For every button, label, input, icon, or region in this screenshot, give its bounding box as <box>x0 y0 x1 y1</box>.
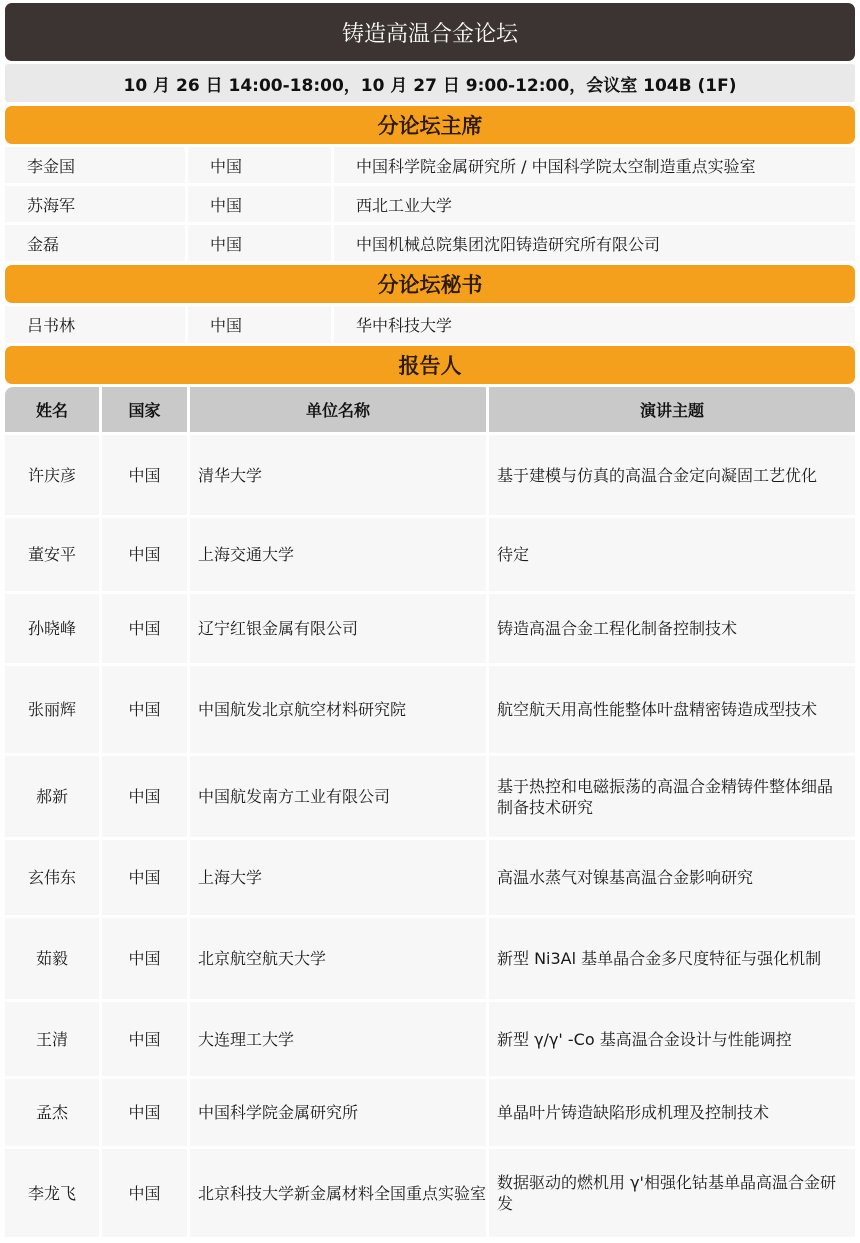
speaker-name: 张丽辉 <box>5 666 99 753</box>
secretary-country: 中国 <box>188 306 331 343</box>
speaker-topic: 高温水蒸气对镍基高温合金影响研究 <box>489 840 855 915</box>
speaker-row <box>5 435 855 515</box>
chair-country: 中国 <box>188 147 331 183</box>
speaker-name: 许庆彦 <box>5 435 99 515</box>
chair-affiliation: 西北工业大学 <box>334 186 855 222</box>
speaker-row <box>5 594 855 663</box>
chairs-section-header: 分论坛主席 <box>5 106 855 144</box>
speaker-affiliation: 北京科技大学新金属材料全国重点实验室 <box>190 1149 486 1237</box>
secretary-name: 吕书林 <box>5 306 185 343</box>
speaker-affiliation: 上海大学 <box>190 840 486 915</box>
column-header-country: 国家 <box>102 387 187 432</box>
speaker-affiliation: 中国科学院金属研究所 <box>190 1079 486 1146</box>
chair-row <box>5 147 855 183</box>
chair-affiliation: 中国机械总院集团沈阳铸造研究所有限公司 <box>334 225 855 261</box>
speaker-topic: 基于热控和电磁振荡的高温合金精铸件整体细晶制备技术研究 <box>489 756 855 837</box>
speaker-row <box>5 1002 855 1076</box>
speaker-topic: 航空航天用高性能整体叶盘精密铸造成型技术 <box>489 666 855 753</box>
speaker-country: 中国 <box>102 1002 187 1076</box>
chair-name: 苏海军 <box>5 186 185 222</box>
speaker-row <box>5 518 855 591</box>
secretary-row <box>5 306 855 343</box>
speaker-country: 中国 <box>102 1079 187 1146</box>
speaker-country: 中国 <box>102 1149 187 1237</box>
speaker-topic: 新型 γ/γ' -Co 基高温合金设计与性能调控 <box>489 1002 855 1076</box>
speaker-name: 郝新 <box>5 756 99 837</box>
speaker-country: 中国 <box>102 918 187 999</box>
column-header-affiliation: 单位名称 <box>190 387 486 432</box>
speaker-name: 孙晓峰 <box>5 594 99 663</box>
speaker-country: 中国 <box>102 666 187 753</box>
speaker-topic: 新型 Ni3Al 基单晶合金多尺度特征与强化机制 <box>489 918 855 999</box>
speaker-country: 中国 <box>102 594 187 663</box>
speaker-country: 中国 <box>102 435 187 515</box>
speaker-affiliation: 上海交通大学 <box>190 518 486 591</box>
speaker-topic: 单晶叶片铸造缺陷形成机理及控制技术 <box>489 1079 855 1146</box>
speaker-name: 孟杰 <box>5 1079 99 1146</box>
chair-country: 中国 <box>188 186 331 222</box>
speaker-name: 王清 <box>5 1002 99 1076</box>
speakers-section-header: 报告人 <box>5 346 855 384</box>
speaker-affiliation: 中国航发北京航空材料研究院 <box>190 666 486 753</box>
speaker-affiliation: 辽宁红银金属有限公司 <box>190 594 486 663</box>
chair-name: 金磊 <box>5 225 185 261</box>
speaker-affiliation: 清华大学 <box>190 435 486 515</box>
secretary-affiliation: 华中科技大学 <box>334 306 855 343</box>
speaker-affiliation: 大连理工大学 <box>190 1002 486 1076</box>
chair-affiliation: 中国科学院金属研究所 / 中国科学院太空制造重点实验室 <box>334 147 855 183</box>
chair-name: 李金国 <box>5 147 185 183</box>
chair-row <box>5 225 855 261</box>
speaker-name: 董安平 <box>5 518 99 591</box>
speaker-topic: 基于建模与仿真的高温合金定向凝固工艺优化 <box>489 435 855 515</box>
speaker-name: 玄伟东 <box>5 840 99 915</box>
speaker-affiliation: 北京航空航天大学 <box>190 918 486 999</box>
speaker-country: 中国 <box>102 518 187 591</box>
speaker-row <box>5 840 855 915</box>
speaker-row <box>5 1079 855 1146</box>
column-header-name: 姓名 <box>5 387 99 432</box>
speaker-row <box>5 666 855 753</box>
speaker-name: 李龙飞 <box>5 1149 99 1237</box>
speaker-name: 茹毅 <box>5 918 99 999</box>
speaker-topic: 数据驱动的燃机用 γ'相强化钴基单晶高温合金研发 <box>489 1149 855 1237</box>
speaker-row <box>5 756 855 837</box>
speaker-row <box>5 1149 855 1237</box>
secretary-section-header: 分论坛秘书 <box>5 265 855 303</box>
time-venue: 10 月 26 日 14:00-18:00，10 月 27 日 9:00-12:00，会议室 104B (1F) <box>5 64 855 102</box>
speaker-row <box>5 918 855 999</box>
chair-country: 中国 <box>188 225 331 261</box>
speaker-affiliation: 中国航发南方工业有限公司 <box>190 756 486 837</box>
forum-title: 铸造高温合金论坛 <box>5 3 855 61</box>
speaker-country: 中国 <box>102 840 187 915</box>
speakers-table-header <box>5 387 855 432</box>
chair-row <box>5 186 855 222</box>
speaker-topic: 待定 <box>489 518 855 591</box>
speaker-topic: 铸造高温合金工程化制备控制技术 <box>489 594 855 663</box>
speaker-country: 中国 <box>102 756 187 837</box>
column-header-topic: 演讲主题 <box>489 387 855 432</box>
